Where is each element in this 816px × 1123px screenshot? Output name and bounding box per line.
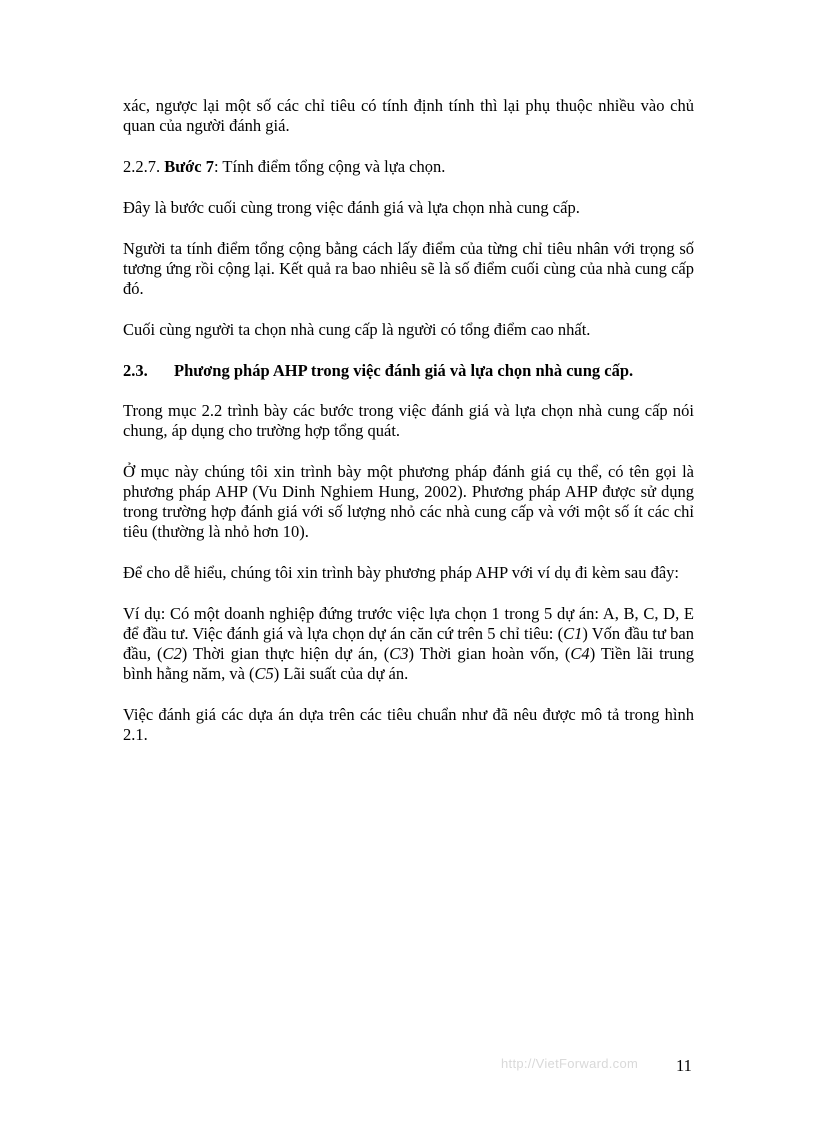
paragraph-final-step: Đây là bước cuối cùng trong việc đánh giá và lựa chọn nhà cung cấp. — [123, 198, 580, 217]
example-text: ) Lãi suất của dự án. — [273, 664, 409, 683]
page-footer — [0, 1056, 816, 1076]
criterion-c4: C4 — [570, 644, 590, 663]
example-text: ) Tiền lãi trung bình hằng năm, và ( — [123, 644, 694, 683]
section-title: Phương pháp AHP trong việc đánh giá và lựa chọn nhà cung cấp. — [174, 361, 634, 380]
criterion-c2: C2 — [162, 644, 182, 663]
paragraph-choose-supplier: Cuối cùng người ta chọn nhà cung cấp là người có tổng điểm cao nhất. — [123, 320, 591, 339]
criterion-c3: C3 — [389, 644, 409, 663]
paragraph-example-intro: Để cho dễ hiểu, chúng tôi xin trình bày phương pháp AHP với ví dụ đi kèm sau đây: — [123, 563, 679, 582]
document-page — [123, 96, 694, 766]
criterion-c1: C1 — [563, 624, 583, 643]
paragraph-example — [123, 604, 694, 684]
paragraph-section-intro: Trong mục 2.2 trình bày các bước trong việc đánh giá và lựa chọn nhà cung cấp nói chung, áp dụng cho trường hợp tổng quát. — [123, 401, 694, 440]
page-number: 11 — [676, 1056, 692, 1075]
step-7-label: Bước 7 — [164, 157, 214, 176]
criterion-c5: C5 — [254, 664, 274, 683]
watermark-link[interactable]: http://VietForward.com — [501, 1056, 639, 1071]
step-7-number: 2.2.7. — [123, 157, 165, 176]
section-heading — [123, 361, 694, 381]
paragraph-figure-reference: Việc đánh giá các dựa án dựa trên các tiêu chuẩn như đã nêu được mô tả trong hình 2.1. — [123, 705, 694, 744]
example-text: ) Thời gian hoàn vốn, ( — [408, 644, 571, 663]
step-7-description: : Tính điểm tổng cộng và lựa chọn. — [214, 157, 446, 176]
paragraph-criteria-note: xác, ngược lại một số các chỉ tiêu có tính định tính thì lại phụ thuộc nhiều vào chủ quan của người đánh giá. — [123, 96, 694, 135]
example-text: ) Thời gian thực hiện dự án, ( — [181, 644, 390, 663]
example-text: Ví dụ: Có một doanh nghiệp đứng trước việc lựa chọn 1 trong 5 dự án: A, B, C, D, E để đầu tư. Việc đánh giá và lựa chọn dự án căn cứ trên 5 chỉ tiêu: ( — [123, 604, 694, 643]
section-number: 2.3. — [123, 361, 148, 380]
example-text: ) Vốn đầu tư ban đầu, ( — [123, 624, 694, 663]
paragraph-ahp-method: Ở mục này chúng tôi xin trình bày một phương pháp đánh giá cụ thể, có tên gọi là phương pháp AHP (Vu Dinh Nghiem Hung, 2002). Phương pháp AHP được sử dụng trong trường hợp đánh giá với số lượng nhỏ các nhà cung cấp và với một số ít các chỉ tiêu (thường là nhỏ hơn 10). — [123, 462, 694, 541]
paragraph-total-score: Người ta tính điểm tổng cộng bằng cách lấy điểm của từng chỉ tiêu nhân với trọng số tương ứng rồi cộng lại. Kết quả ra bao nhiêu sẽ là số điểm cuối cùng của nhà cung cấp đó. — [123, 239, 694, 298]
step-7-line — [123, 157, 694, 177]
